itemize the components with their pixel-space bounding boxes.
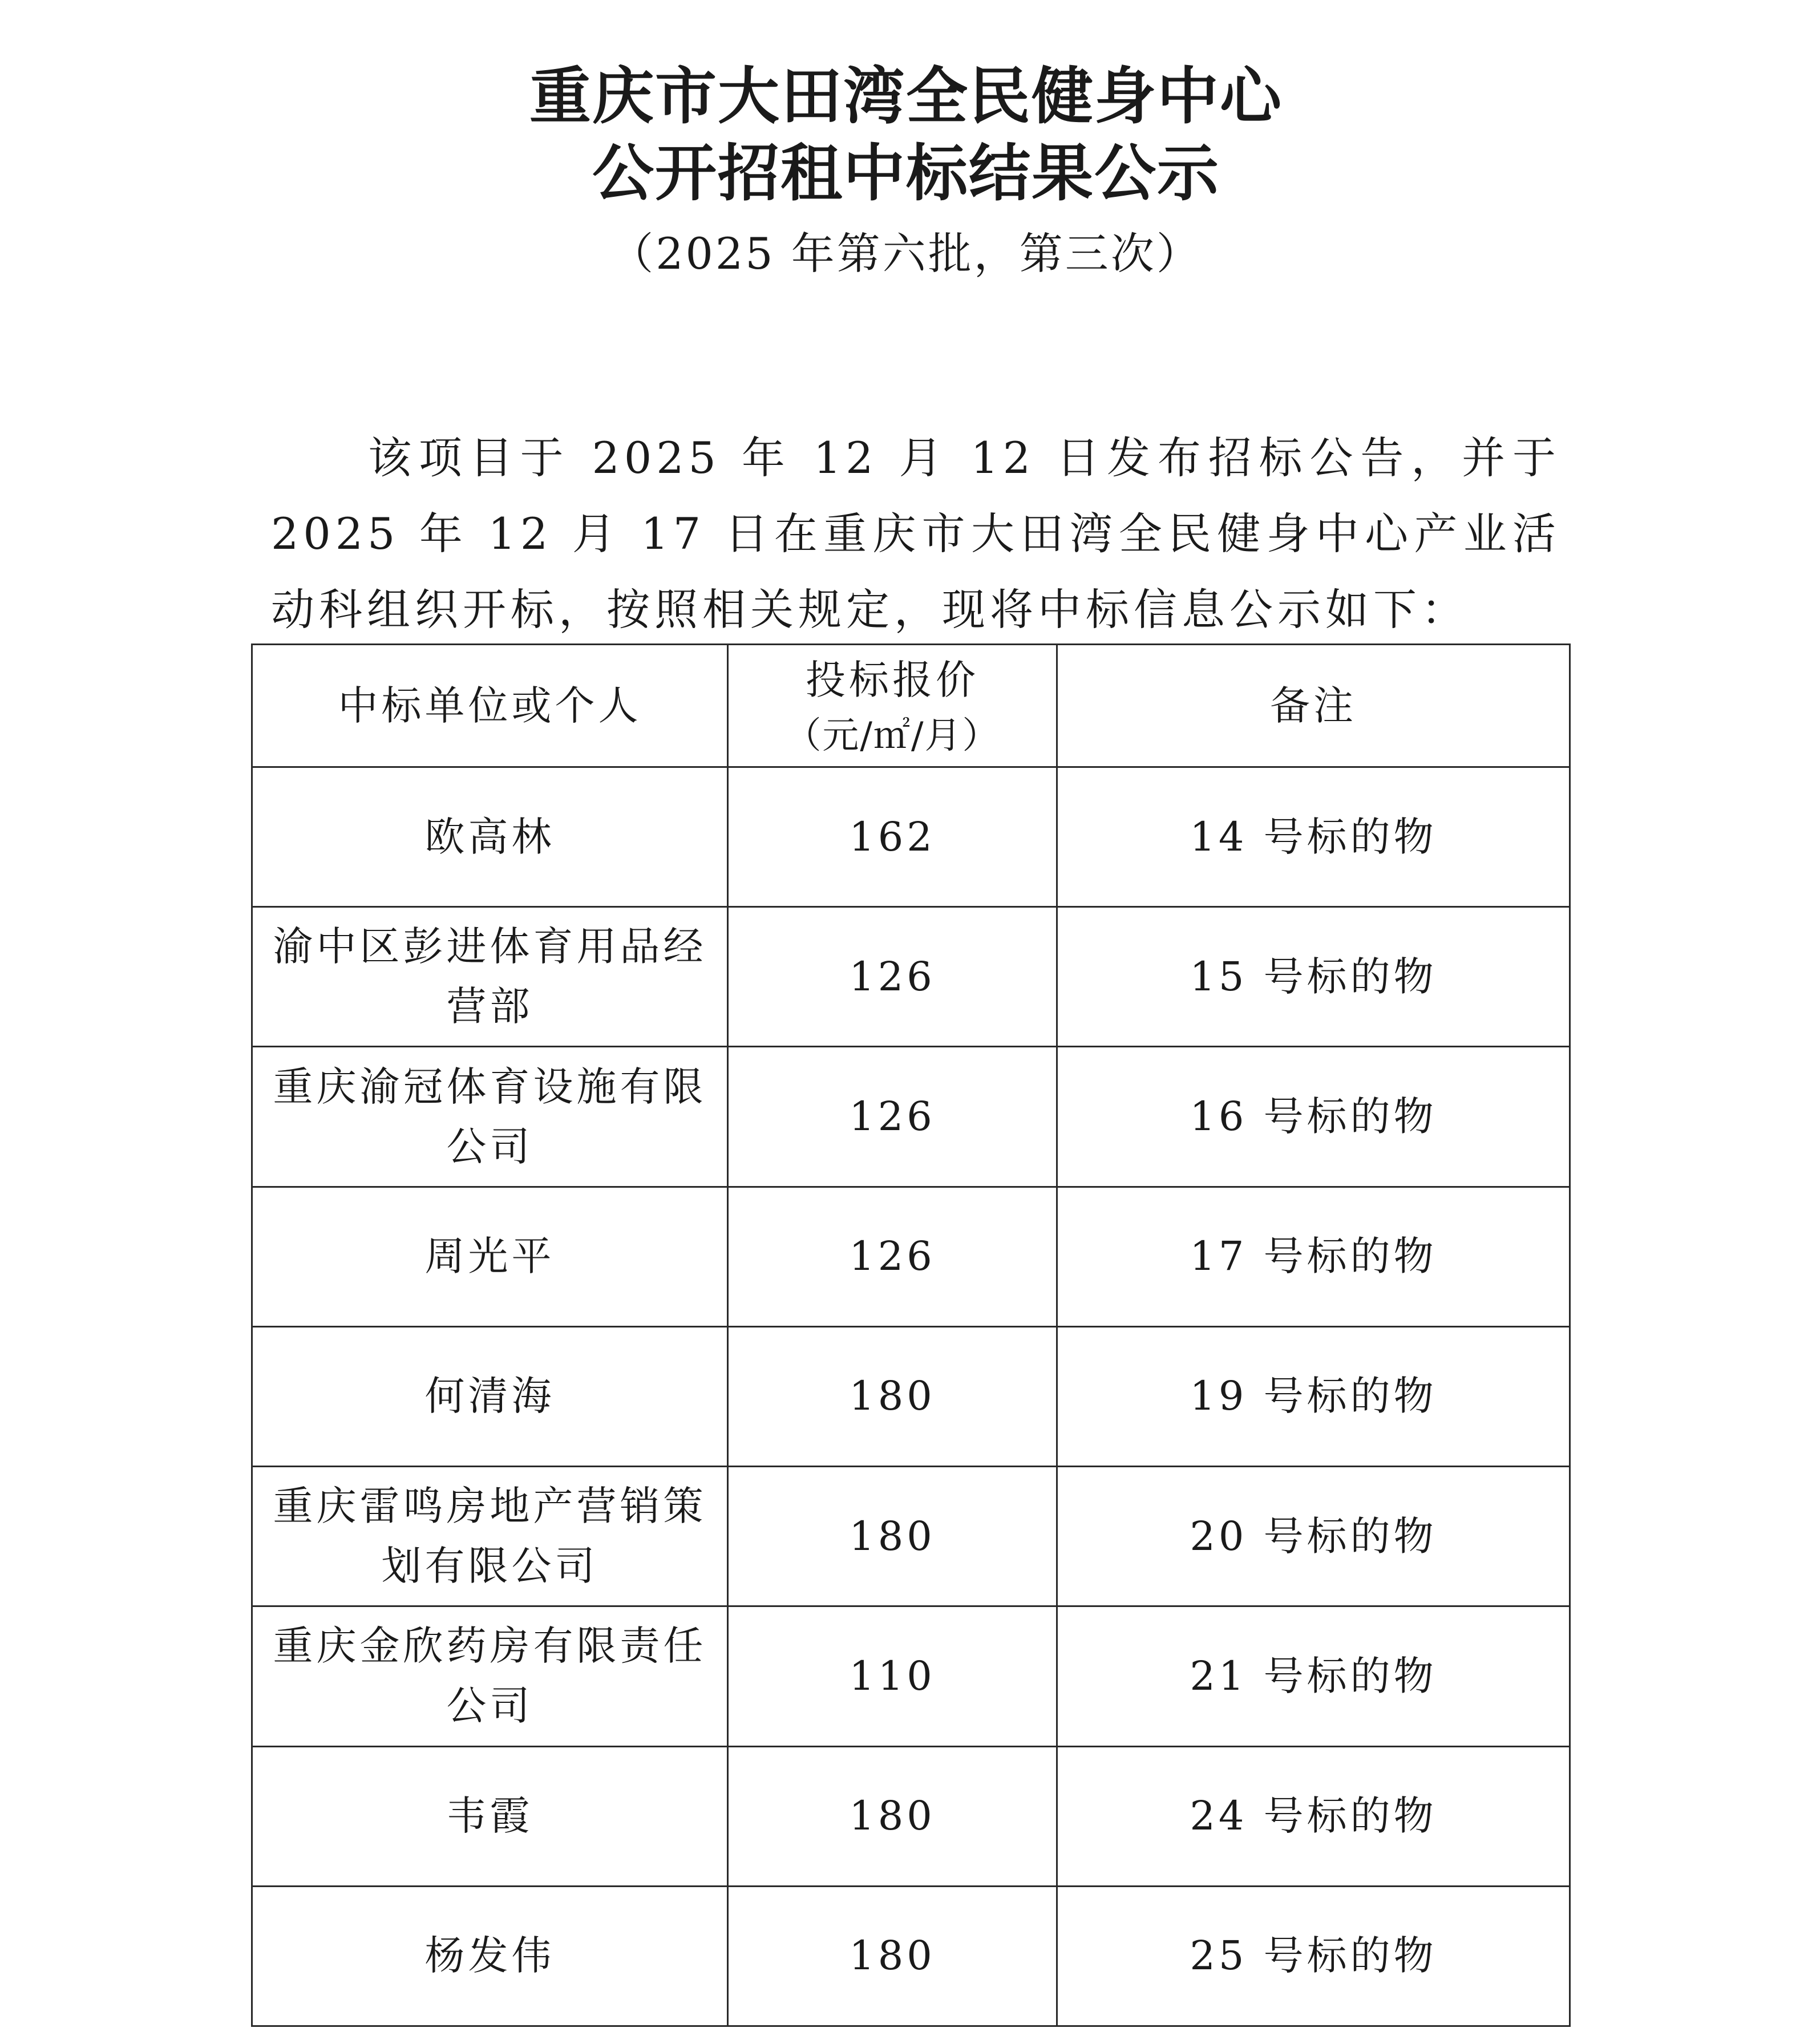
cell-note: 20 号标的物 [1057,1467,1570,1606]
table-row [252,1606,1570,1746]
table-row [252,1047,1570,1187]
header-note: 备注 [1057,645,1570,767]
cell-price: 110 [728,1606,1057,1746]
table-header-row [252,645,1570,767]
cell-note: 24 号标的物 [1057,1746,1570,1886]
title-line-1: 重庆市大田湾全民健身中心 [529,61,1283,132]
cell-winner: 重庆金欣药房有限责任公司 [252,1606,728,1746]
table-row [252,1187,1570,1326]
cell-note: 17 号标的物 [1057,1187,1570,1326]
cell-winner: 韦霞 [252,1746,728,1886]
intro-paragraph: 该项目于 2025 年 12 月 12 日发布招标公告，并于 2025 年 12 月 17 日在重庆市大田湾全民健身中心产业活动科组织开标，按照相关规定，现将中标信息公示如下： [271,432,1560,635]
cell-winner: 杨发伟 [252,1886,728,2026]
cell-price: 180 [728,1746,1057,1886]
cell-note: 25 号标的物 [1057,1886,1570,2026]
table-row [252,1467,1570,1606]
cell-price: 180 [728,1886,1057,2026]
cell-winner: 周光平 [252,1187,728,1326]
subtitle: （2025 年第六批，第三次） [610,228,1202,279]
results-table [251,643,1571,2027]
cell-note: 21 号标的物 [1057,1606,1570,1746]
cell-price: 126 [728,1187,1057,1326]
cell-note: 19 号标的物 [1057,1326,1570,1466]
cell-price: 162 [728,767,1057,907]
table-row [252,1746,1570,1886]
cell-winner: 渝中区彭进体育用品经营部 [252,907,728,1047]
header-price-label: 投标报价 [806,656,979,703]
cell-note: 15 号标的物 [1057,907,1570,1047]
table-row [252,907,1570,1047]
cell-price: 126 [728,1047,1057,1187]
cell-note: 14 号标的物 [1057,767,1570,907]
cell-price: 180 [728,1467,1057,1606]
cell-note: 16 号标的物 [1057,1047,1570,1187]
cell-winner: 欧高林 [252,767,728,907]
cell-price: 180 [728,1326,1057,1466]
table-row [252,1886,1570,2026]
cell-winner: 重庆雷鸣房地产营销策划有限公司 [252,1467,728,1606]
cell-winner: 何清海 [252,1326,728,1466]
cell-winner: 重庆渝冠体育设施有限公司 [252,1047,728,1187]
header-price-unit: （元/㎡/月） [784,714,1000,757]
title-line-2: 公开招租中标结果公示 [592,138,1220,209]
header-price [728,645,1057,767]
header-winner: 中标单位或个人 [252,645,728,767]
table-row [252,1326,1570,1466]
table-row [252,767,1570,907]
cell-price: 126 [728,907,1057,1047]
